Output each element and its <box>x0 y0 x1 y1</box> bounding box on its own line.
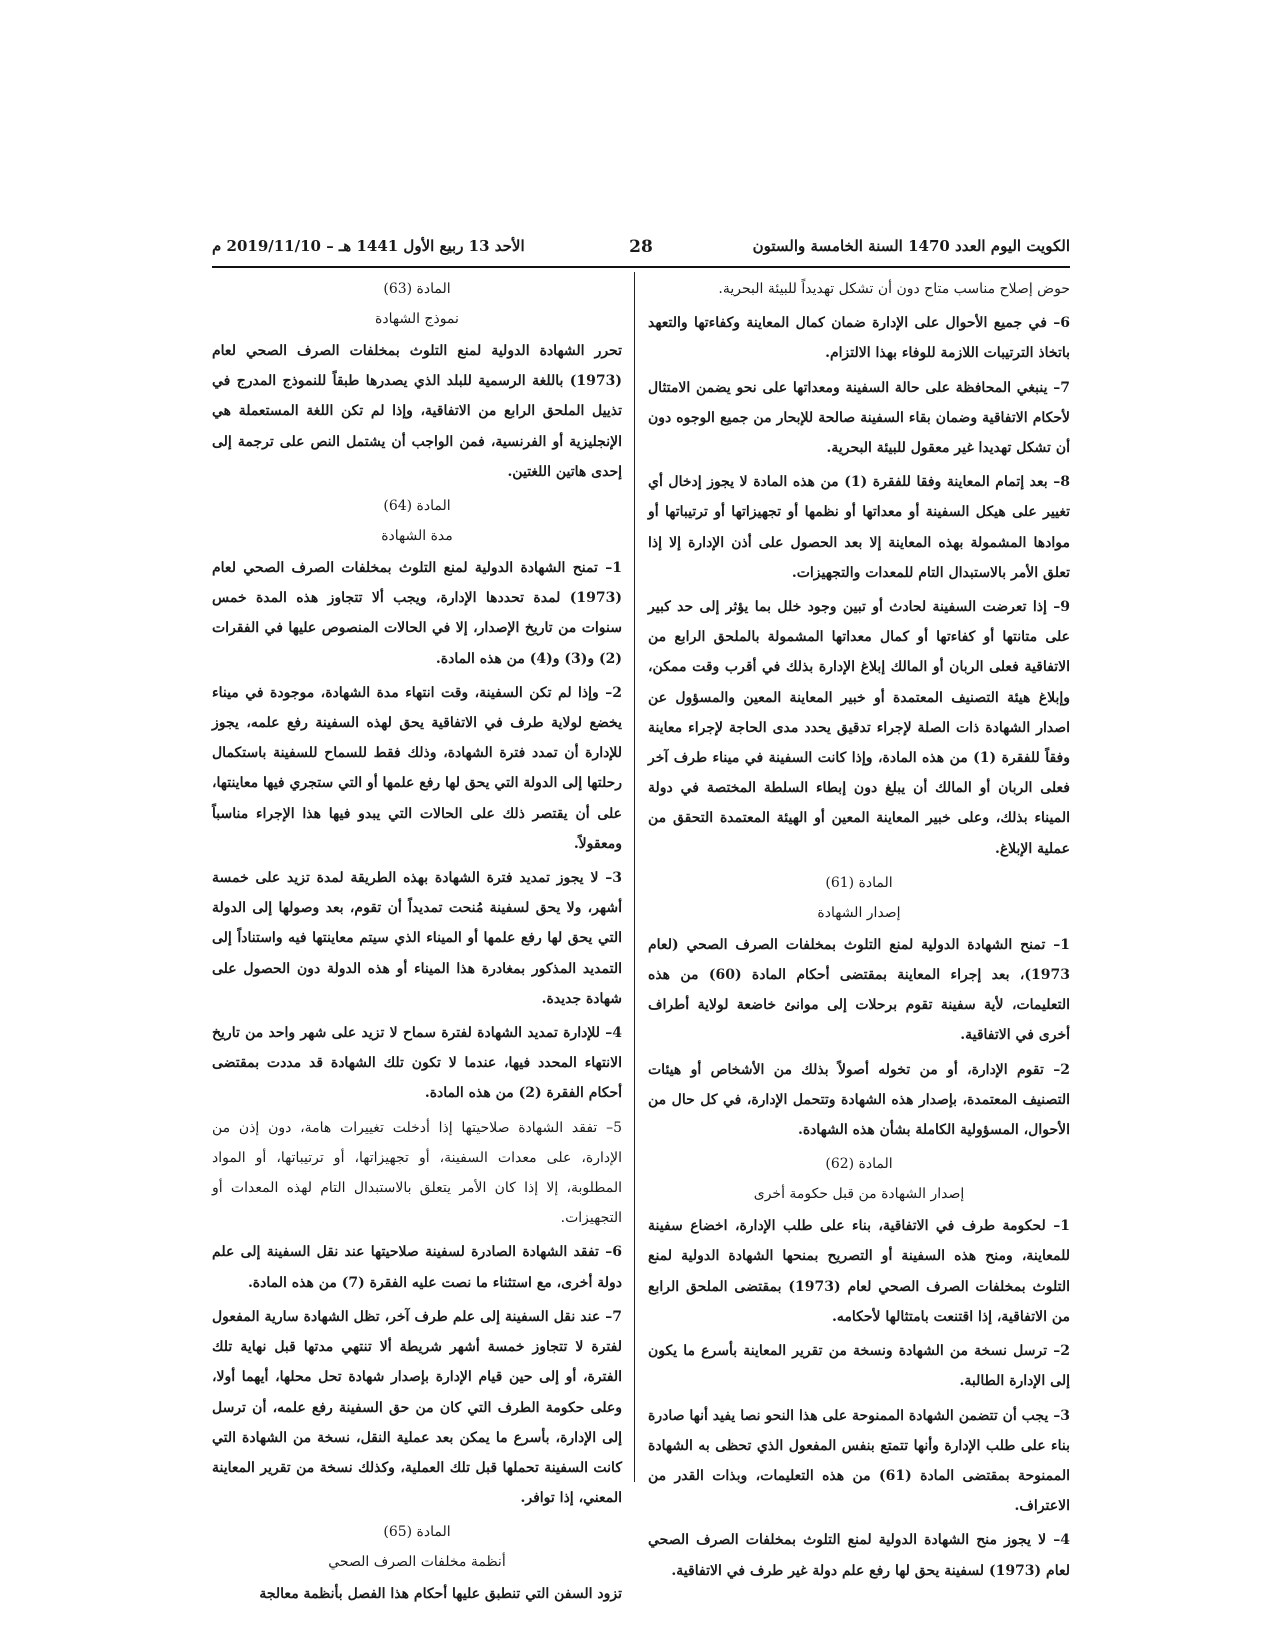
paragraph: حوض إصلاح مناسب متاح دون أن تشكل تهديداً للبيئة البحرية. <box>718 281 1070 297</box>
left-column <box>212 274 622 1614</box>
paragraph: 2– ترسل نسخة من الشهادة ونسخة من تقرير المعاينة بأسرع ما يكون إلى الإدارة الطالبة. <box>648 1343 1070 1390</box>
article-title: إصدار الشهادة <box>817 904 901 921</box>
paragraph: 7– عند نقل السفينة إلى علم طرف آخر، تظل الشهادة سارية المفعول لفترة لا تتجاوز خمسة أشهر شريطة ألا تنتهي مدتها قبل نهاية تلك الفترة، أو إلى حين قيام الإدارة بإصدار شهادة تحل محلها، أيهما أولا، وعلى حكومة الطرف التي كان من حق السفينة رفع علمه، أن ترسل إلى الإدارة، بأسرع ما يمكن بعد عملية النقل، نسخة من الشهادة التي كانت السفينة تحملها قبل تلك العملية، وكذلك نسخة من تقرير المعاينة المعني، إذا توافر. <box>212 1308 622 1507</box>
article-title: أنظمة مخلفات الصرف الصحي <box>328 1554 506 1571</box>
paragraph: 7– ينبغي المحافظة على حالة السفينة ومعداتها على نحو يضمن الامتثال لأحكام الاتفاقية وضمان بقاء السفينة صالحة للإبحار من جميع الوجوه دون أن تشكل تهديدا غير معقول للبيئة البحرية. <box>648 379 1070 457</box>
paragraph: تزود السفن التي تنطبق عليها أحكام هذا الفصل بأنظمة معالجة <box>259 1586 622 1603</box>
paragraph: 1– تمنح الشهادة الدولية لمنع التلوث بمخلفات الصرف الصحي (لعام 1973)، بعد إجراء المعاينة بمقتضى أحكام المادة (60) من هذه التعليمات، لأية سفينة تقوم برحلات إلى موانئ خاضعة لولاية أطراف أخرى في الاتفاقية. <box>648 936 1070 1044</box>
page-number: 28 <box>629 237 653 257</box>
paragraph: 8– بعد إتمام المعاينة وفقا للفقرة (1) من هذه المادة لا يجوز إدخال أي تغيير على هيكل السفينة أو معداتها أو نظمها أو تجهيزاتها أو ترتيباتها أو موادها المشمولة بهذه المعاينة إلا بعد الحصول على أذن الإدارة إلا إذا تعلق الأمر بالاستبدال التام للمعدات والتجهيزات. <box>648 474 1070 581</box>
article-heading: المادة (65) <box>383 1524 451 1541</box>
paragraph: 3– يجب أن تتضمن الشهادة الممنوحة على هذا النحو نصا يفيد أنها صادرة بناء على طلب الإدارة وأنها تتمتع بنفس المفعول الذي تحظى به الشهادة الممنوحة بمقتضى المادة (61) من هذه التعليمات، وبذات القدر من الاعتراف. <box>648 1407 1070 1515</box>
paragraph: تحرر الشهادة الدولية لمنع التلوث بمخلفات الصرف الصحي لعام (1973) باللغة الرسمية للبلد الذي يصدرها طبقاً للنموذج المدرج في تذييل الملحق الرابع من الاتفاقية، وإذا لم تكن اللغة المستعملة هي الإنجليزية أو الفرنسية، فمن الواجب أن يشتمل النص على ترجمة إلى إحدى هاتين اللغتين. <box>212 343 622 480</box>
paragraph: 1– تمنح الشهادة الدولية لمنع التلوث بمخلفات الصرف الصحي لعام (1973) لمدة تحددها الإدارة، ويجب ألا تتجاوز هذه المدة خمس سنوات من تاريخ الإصدار، إلا في الحالات المنصوص عليها في الفقرات (2) و(3) و(4) من هذه المادة. <box>212 560 622 667</box>
column-divider <box>634 272 635 1482</box>
article-title: مدة الشهادة <box>381 528 453 545</box>
paragraph: 5– تفقد الشهادة صلاحيتها إذا أدخلت تغييرات هامة، دون إذن من الإدارة، على معدات السفينة، أو تجهيزاتها، أو ترتيباتها، أو المواد المطلوبة، إلا إذا كان الأمر يتعلق بالاستبدال التام لهذه المعدات أو التجهيزات. <box>212 1119 622 1227</box>
paragraph: 4– لا يجوز منح الشهادة الدولية لمنع التلوث بمخلفات الصرف الصحي لعام (1973) لسفينة يحق لها رفع علم دولة غير طرف في الاتفاقية. <box>648 1532 1070 1579</box>
paragraph: 1– لحكومة طرف في الاتفاقية، بناء على طلب الإدارة، اخضاع سفينة للمعاينة، ومنح هذه السفينة أو التصريح بمنحها الشهادة الدولية لمنع التلوث بمخلفات الصرف الصحي لعام (1973) بمقتضى الملحق الرابع من الاتفاقية، إذا اقتنعت بامتثالها لأحكامه. <box>648 1218 1070 1325</box>
article-title: إصدار الشهادة من قبل حكومة أخرى <box>753 1186 965 1203</box>
page-header <box>212 233 1070 263</box>
article-heading: المادة (63) <box>383 281 451 297</box>
paragraph: 2– وإذا لم تكن السفينة، وقت انتهاء مدة الشهادة، موجودة في ميناء يخضع لولاية طرف في الاتفاقية يحق لهذه السفينة رفع علمه، يجوز للإدارة أن تمدد فترة الشهادة، وذلك فقط للسماح للسفينة باستكمال رحلتها إلى الدولة التي يحق لها رفع علمها أو التي ستجري فيها معاينتها، على أن يقتصر ذلك على الحالات التي يبدو فيها هذا الإجراء مناسباً ومعقولاً. <box>212 684 622 852</box>
paragraph: 4– للإدارة تمديد الشهادة لفترة سماح لا تزيد على شهر واحد من تاريخ الانتهاء المحدد فيها، عندما لا تكون تلك الشهادة قد مددت بمقتضى أحكام الفقرة (2) من هذه المادة. <box>212 1025 622 1102</box>
article-heading: المادة (62) <box>825 1156 893 1173</box>
article-title: نموذج الشهادة <box>375 311 459 327</box>
article-heading: المادة (61) <box>825 874 893 891</box>
article-heading: المادة (64) <box>383 498 451 515</box>
publication-date: الأحد 13 ربيع الأول 1441 هـ – 2019/11/10 م <box>212 237 525 255</box>
paragraph: 2– تقوم الإدارة، أو من تخوله أصولاً بذلك من الأشخاص أو هيئات التصنيف المعتمدة، بإصدار هذه الشهادة وتتحمل الإدارة، في كل حال من الأحوال، المسؤولية الكاملة بشأن هذه الشهادة. <box>648 1061 1070 1139</box>
header-rule <box>212 266 1070 268</box>
paragraph: 3– لا يجوز تمديد فترة الشهادة بهذه الطريقة لمدة تزيد على خمسة أشهر، ولا يحق لسفينة مُنحت تمديداً أن تقوم، بعد وصولها إلى الدولة التي يحق لها رفع علمها أو الميناء الذي سيتم معاينتها فيه واستناداً إلى التمديد المذكور بمغادرة هذا الميناء أو هذه الدولة دون الحصول على شهادة جديدة. <box>212 870 622 1007</box>
gazette-issue-info: الكويت اليوم العدد 1470 السنة الخامسة والستون <box>752 237 1070 255</box>
right-column <box>648 274 1070 1590</box>
paragraph: 9– إذا تعرضت السفينة لحادث أو تبين وجود خلل بما يؤثر إلى حد كبير على متانتها أو كفاءتها أو كمال معداتها المشمولة بالملحق الرابع من الاتفاقية فعلى الربان أو المالك إبلاغ الإدارة بذلك في أقرب وقت ممكن، وإبلاغ هيئة التصنيف المعتمدة أو خبير المعاينة المعين والمسؤول عن اصدار الشهادة ذات الصلة لإجراء تدقيق يحدد مدى الحاجة لإجراء معاينة وفقاً للفقرة (1) من هذه المادة، وإذا كانت السفينة في ميناء طرف آخر فعلى الربان أو المالك أن يبلغ دون إبطاء السلطة المختصة في دولة الميناء بذلك، وعلى خبير المعاينة المعين أو الهيئة المعتمدة التحقق من عملية الإبلاغ. <box>648 599 1070 857</box>
paragraph: 6– تفقد الشهادة الصادرة لسفينة صلاحيتها عند نقل السفينة إلى علم دولة أخرى، مع استثناء ما نصت عليه الفقرة (7) من هذه المادة. <box>212 1244 622 1291</box>
paragraph: 6– في جميع الأحوال على الإدارة ضمان كمال المعاينة وكفاءتها والتعهد باتخاذ الترتيبات اللازمة للوفاء بهذا الالتزام. <box>648 315 1070 362</box>
